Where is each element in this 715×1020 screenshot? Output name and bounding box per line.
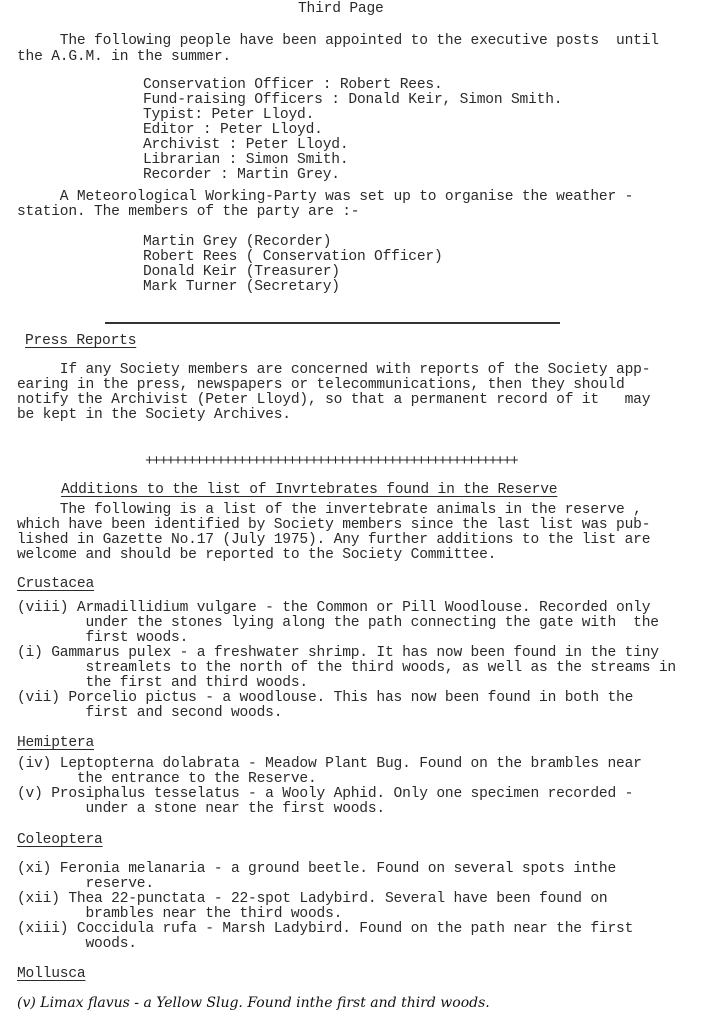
press-reports-line: notify the Archivist (Peter Lloyd), so that a permanent record of it may	[17, 392, 651, 408]
member-martin-grey: Martin Grey (Recorder)	[143, 234, 332, 250]
mollusca-heading: Mollusca	[17, 966, 86, 982]
post-conservation-officer: Conservation Officer : Robert Rees.	[143, 77, 443, 93]
coleoptera-entry-line: (xi) Feronia melanaria - a ground beetle. Found on several spots inthe	[17, 861, 617, 877]
crustacea-heading: Crustacea	[17, 576, 95, 592]
meteorological-intro-line: station. The members of the party are :-	[17, 204, 360, 220]
post-fund-raising-officers: Fund-raising Officers : Donald Keir, Simon Smith.	[143, 92, 563, 108]
hemiptera-entry-line: the entrance to the Reserve.	[17, 771, 317, 787]
post-recorder: Recorder : Martin Grey.	[143, 167, 340, 183]
plus-separator: ++++++++++++++++++++++++++++++++++++++++++++++++++++	[145, 454, 518, 470]
crustacea-entry-line: first and second woods.	[17, 705, 283, 721]
appointments-intro-line: the A.G.M. in the summer.	[17, 49, 231, 65]
section-divider	[105, 322, 560, 324]
coleoptera-entry-line: woods.	[17, 936, 137, 952]
coleoptera-heading: Coleoptera	[17, 832, 103, 848]
appointments-intro-line: The following people have been appointed to the executive posts until	[17, 33, 659, 49]
page-title: Third Page	[298, 1, 384, 17]
post-editor: Editor : Peter Lloyd.	[143, 122, 323, 138]
crustacea-entry-line: the first and third woods.	[17, 675, 308, 691]
press-reports-heading: Press Reports	[25, 333, 137, 349]
member-robert-rees: Robert Rees ( Conservation Officer)	[143, 249, 443, 265]
post-typist: Typist: Peter Lloyd.	[143, 107, 315, 123]
invertebrates-heading: Additions to the list of Invrtebrates found in the Reserve	[61, 482, 558, 498]
hemiptera-entry-line: (v) Prosiphalus tesselatus - a Wooly Aphid. Only one specimen recorded -	[17, 786, 634, 802]
crustacea-entry-line: (vii) Porcelio pictus - a woodlouse. This has now been found in both the	[17, 690, 634, 706]
crustacea-entry-line: under the stones lying along the path connecting the gate with the	[17, 615, 659, 631]
coleoptera-entry-line: brambles near the third woods.	[17, 906, 343, 922]
mollusca-handwritten-entry: (v) Limax flavus - a Yellow Slug. Found inthe first and third woods.	[17, 995, 490, 1011]
coleoptera-entry-line: reserve.	[17, 876, 154, 892]
crustacea-entry-line: (viii) Armadillidium vulgare - the Common or Pill Woodlouse. Recorded only	[17, 600, 651, 616]
invertebrates-intro-line: The following is a list of the invertebrate animals in the reserve ,	[17, 502, 642, 518]
press-reports-line: If any Society members are concerned with reports of the Society app-	[17, 362, 651, 378]
invertebrates-intro-line: welcome and should be reported to the Society Committee.	[17, 547, 497, 563]
coleoptera-entry-line: (xiii) Coccidula rufa - Marsh Ladybird. Found on the path near the first	[17, 921, 634, 937]
hemiptera-entry-line: under a stone near the first woods.	[17, 801, 385, 817]
crustacea-entry-line: (i) Gammarus pulex - a freshwater shrimp. It has now been found in the tiny	[17, 645, 659, 661]
press-reports-line: earing in the press, newspapers or telecommunications, then they should	[17, 377, 625, 393]
hemiptera-heading: Hemiptera	[17, 735, 95, 751]
post-archivist: Archivist : Peter Lloyd.	[143, 137, 349, 153]
invertebrates-intro-line: which have been identified by Society members since the last list was pub-	[17, 517, 651, 533]
meteorological-intro-line: A Meteorological Working-Party was set up to organise the weather -	[17, 189, 634, 205]
crustacea-entry-line: first woods.	[17, 630, 189, 646]
hemiptera-entry-line: (iv) Leptopterna dolabrata - Meadow Plant Bug. Found on the brambles near	[17, 756, 642, 772]
post-librarian: Librarian : Simon Smith.	[143, 152, 349, 168]
member-donald-keir: Donald Keir (Treasurer)	[143, 264, 340, 280]
press-reports-line: be kept in the Society Archives.	[17, 407, 291, 423]
crustacea-entry-line: streamlets to the north of the third woods, as well as the streams in	[17, 660, 676, 676]
member-mark-turner: Mark Turner (Secretary)	[143, 279, 340, 295]
coleoptera-entry-line: (xii) Thea 22-punctata - 22-spot Ladybird. Several have been found on	[17, 891, 608, 907]
invertebrates-intro-line: lished in Gazette No.17 (July 1975). Any further additions to the list are	[17, 532, 651, 548]
